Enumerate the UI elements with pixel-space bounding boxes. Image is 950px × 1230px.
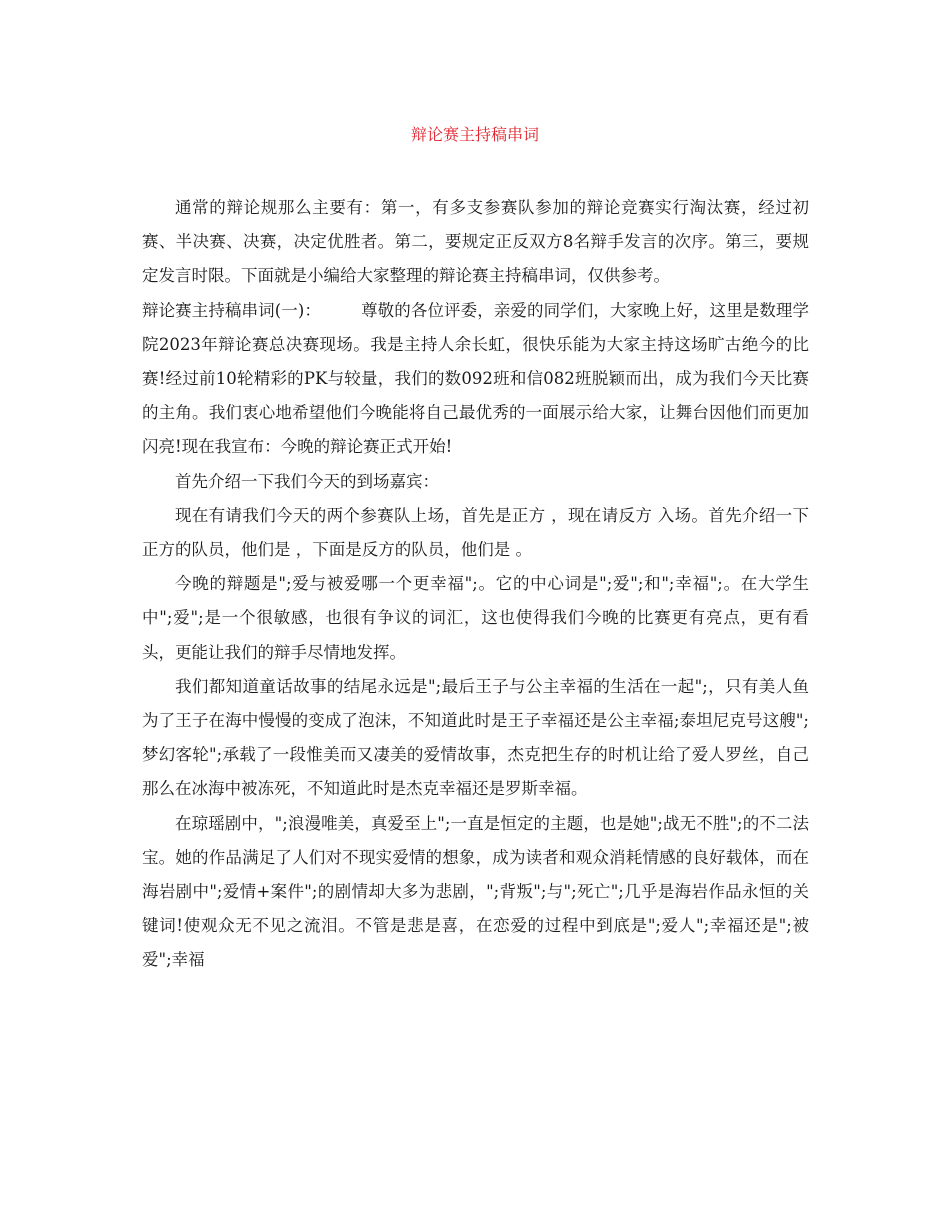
section-first-text: 尊敬的各位评委，亲爱的同学们，大家晚上好，这里是数理学院2023年辩论赛总决赛现场。我是主持人余长虹，很快乐能为大家主持这场旷古绝今的比赛!经过前10轮精彩的PK与较量，我们的数092班和信082班脱颖而出，成为我们今天比赛的主角。我们衷心地希望他们今晚能将自己最优秀的一面展示给大家，让舞台因他们而更加闪亮!现在我宣布：今晚的辩论赛正式开始!	[142, 300, 810, 457]
topic-paragraph: 今晚的辩题是";爱与被爱哪一个更幸福";。它的中心词是";爱";和";幸福";。在大学生中";爱";是一个很敏感，也很有争议的词汇，这也使得我们今晚的比赛更有亮点，更有看头，更能让我们的辩手尽情地发挥。	[142, 574, 809, 662]
guest-intro-paragraph: 首先介绍一下我们今天的到场嘉宾：	[175, 471, 439, 491]
section-paragraph	[142, 294, 809, 465]
drama-paragraph: 在琼瑶剧中，";浪漫唯美，真爱至上";一直是恒定的主题，也是她";战无不胜";的不二法宝。她的作品满足了人们对不现实爱情的想象，成为读者和观众消耗情感的良好载体，而在海岩剧中";爱情+案件";的剧情却大多为悲剧，";背叛";与";死亡";几乎是海岩作品永恒的关键词!使观众无不见之流泪。不管是悲是喜，在恋爱的过程中到底是";爱人";幸福还是";被爱";幸福	[142, 813, 809, 970]
intro-paragraph: 通常的辩论规那么主要有：第一，有多支参赛队参加的辩论竞赛实行淘汰赛，经过初赛、半决赛、决赛，决定优胜者。第二，要规定正反双方8名辩手发言的次序。第三，要规定发言时限。下面就是小编给大家整理的辩论赛主持稿串词，仅供参考。	[142, 198, 809, 286]
teams-paragraph: 现在有请我们今天的两个参赛队上场，首先是正方 ，现在请反方 入场。首先介绍一下正方的队员，他们是 ，下面是反方的队员，他们是 。	[142, 505, 809, 560]
section-heading: 辩论赛主持稿串词(一)：	[142, 300, 321, 320]
fairytale-paragraph: 我们都知道童话故事的结尾永远是";最后王子与公主幸福的生活在一起";，只有美人鱼为了王子在海中慢慢的变成了泡沫，不知道此时是王子幸福还是公主幸福;泰坦尼克号这艘";梦幻客轮";承载了一段惟美而又凄美的爱情故事，杰克把生存的时机让给了爱人罗丝，自己那么在冰海中被冻死，不知道此时是杰克幸福还是罗斯幸福。	[142, 676, 809, 799]
document-body	[142, 191, 809, 978]
document-title: 辩论赛主持稿串词	[410, 125, 539, 144]
